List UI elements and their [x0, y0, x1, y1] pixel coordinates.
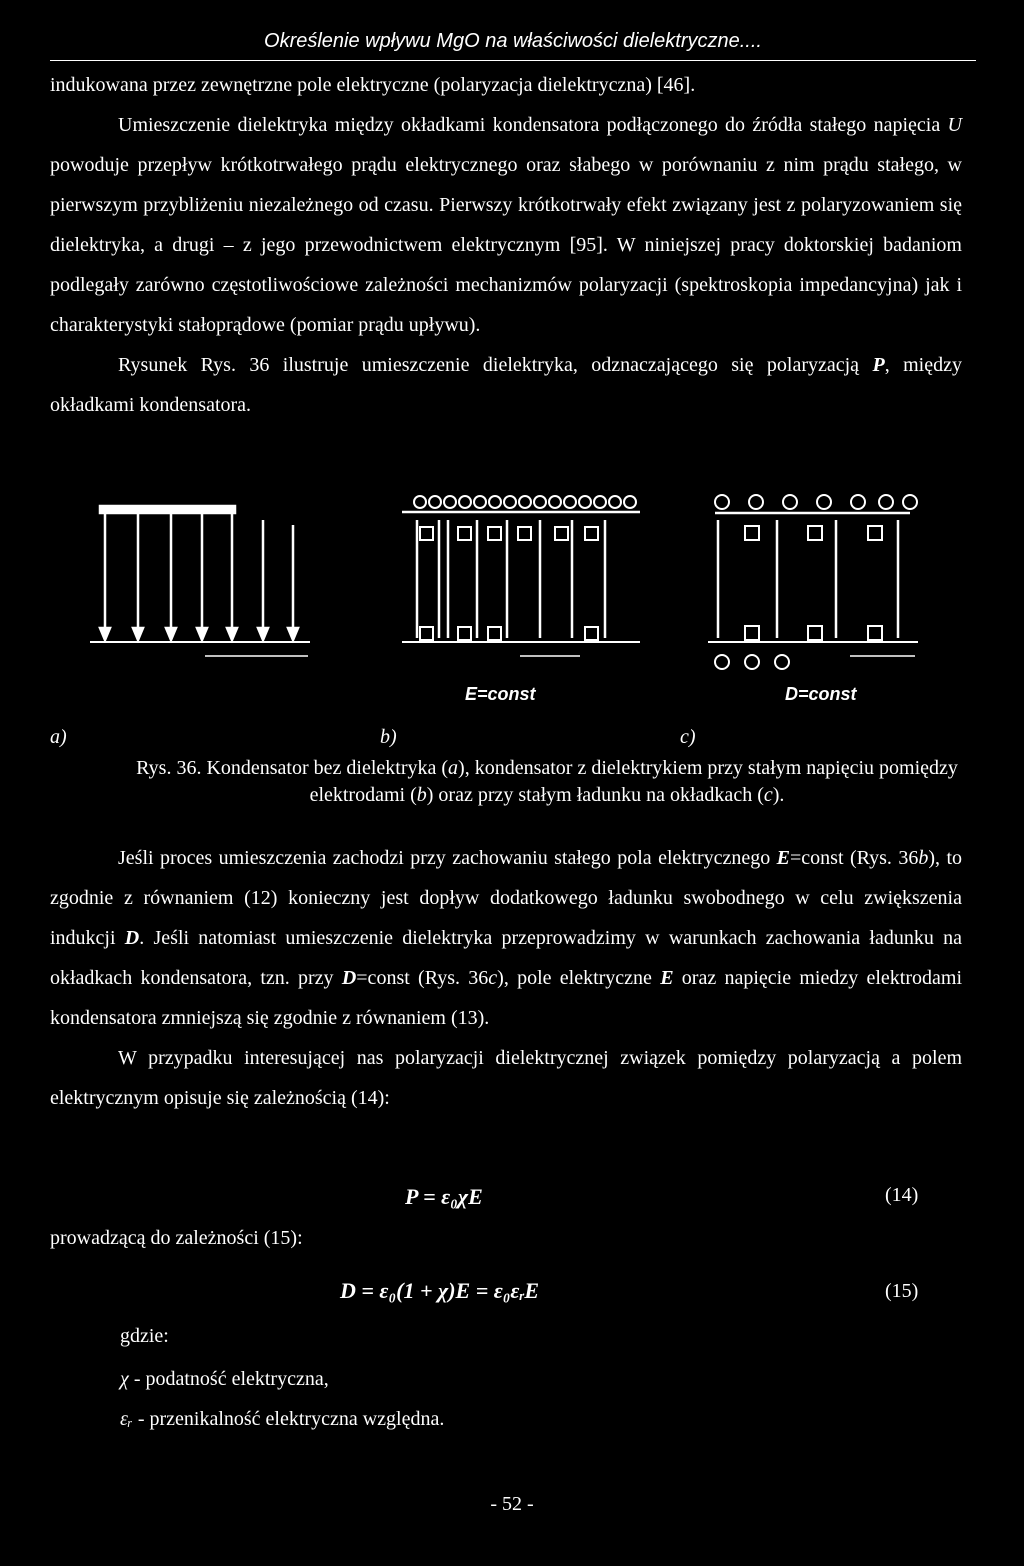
- plus-charge: [504, 496, 516, 508]
- paragraph-intro: [50, 65, 962, 425]
- plus-charge: [817, 495, 831, 509]
- plus-charge: [783, 495, 797, 509]
- dipole-top: [458, 527, 471, 540]
- dipole-bottom: [585, 627, 598, 640]
- plus-charge: [444, 496, 456, 508]
- dipole-bottom: [745, 626, 759, 640]
- definition-chi: χ - podatność elektryczna,: [120, 1368, 329, 1390]
- paragraph: [50, 345, 962, 425]
- arrow-head: [288, 628, 298, 640]
- dipole-top: [585, 527, 598, 540]
- dipole-bottom: [808, 626, 822, 640]
- equation-number-15: (15): [885, 1280, 919, 1302]
- dipole-top: [745, 526, 759, 540]
- arrow-head: [227, 628, 237, 640]
- plus-charge: [609, 496, 621, 508]
- plus-charge: [474, 496, 486, 508]
- plus-charge: [903, 495, 917, 509]
- paragraph: W przypadku interesującej nas polaryzacji dielektrycznej związek pomiędzy polaryzacją a polem elektrycznym opisuje się zależnością (14):: [50, 1047, 962, 1109]
- figure-36: [50, 480, 970, 748]
- arrow-head: [133, 628, 143, 640]
- dipole-bottom: [868, 626, 882, 640]
- text-run: Rysunek Rys. 36 ilustruje umieszczenie dielektryka, odznaczającego się polaryzacją: [118, 354, 873, 376]
- plus-charge: [749, 495, 763, 509]
- plus-charge: [564, 496, 576, 508]
- plate-top-a: [100, 506, 235, 513]
- arrow-head: [166, 628, 176, 640]
- dipole-bottom: [420, 627, 433, 640]
- plus-charge: [489, 496, 501, 508]
- plus-charge: [579, 496, 591, 508]
- symbol-p: P: [872, 354, 885, 376]
- plus-charge: [429, 496, 441, 508]
- text-run: Umieszczenie dielektryka między okładkami kondensatora podłączonego do źródła stałego napięcia: [118, 114, 948, 136]
- plus-charge: [594, 496, 606, 508]
- minus-charge: [745, 655, 759, 669]
- text-run: powoduje przepływ krótkotrwałego prądu elektrycznego oraz słabego w porównaniu z nim prądu stałego, w pierwszym przybliżeniu niezależnego od czasu. Pierwszy krótkotrwały efekt związany jest z polaryzowaniem się dielektryka, a drugi – z jego przewodnictwem elektrycznym [95]. W niniejszej pracy doktorskiej badaniom podlegały zarówno częstotliwościowe zależności mechanizmów polaryzacji (spektroskopia impedancyjna) jak i charakterystyki stałoprądowe (pomiar prądu upływu).: [50, 154, 962, 336]
- plus-charge: [459, 496, 471, 508]
- dipole-top: [868, 526, 882, 540]
- symbol-e: E: [660, 967, 674, 989]
- text-line: indukowana przez zewnętrzne pole elektryczne (polaryzacja dielektryczna) [46].: [50, 74, 696, 96]
- paragraph: [50, 105, 962, 345]
- minus-charge: [775, 655, 789, 669]
- dipole-top: [808, 526, 822, 540]
- plus-charge: [519, 496, 531, 508]
- plus-charge: [879, 495, 893, 509]
- symbol-d: D: [124, 927, 140, 949]
- equation-number-14: (14): [885, 1184, 919, 1206]
- symbol-d: D: [341, 967, 357, 989]
- symbol-u: U: [947, 114, 962, 136]
- d-const-label: D=const: [785, 684, 857, 704]
- paragraph-main: [50, 838, 962, 1118]
- panel-label-b: b): [380, 726, 397, 748]
- e-const-label: E=const: [465, 684, 536, 704]
- plus-charge: [715, 495, 729, 509]
- text-run: , między okładkami kondensatora.: [50, 354, 962, 416]
- symbol-e: E: [776, 847, 791, 869]
- minus-charge: [715, 655, 729, 669]
- dipole-bottom: [458, 627, 471, 640]
- dipole-top: [488, 527, 501, 540]
- paragraph: Jeśli proces umieszczenia zachodzi przy zachowaniu stałego pola elektrycznego E=const (Rys. 36b), to zgodnie z równaniem (12) konieczny jest dopływ dodatkowego ładunku swobodnego w celu zwiększenia indukcji D. Jeśli natomiast umieszczenie dielektryka przeprowadzimy w warunkach zachowania ładunku na okładkach kondensatora, tzn. przy D=const (Rys. 36c), pole elektryczne E oraz napięcie miedzy elektrodami kondensatora zmniejszą się zgodnie z równaniem (13).: [50, 847, 963, 1029]
- figure-caption: Rys. 36. Kondensator bez dielektryka (a), kondensator z dielektrykiem przy stałym napięciu pomiędzy elektrodami (b) oraz przy stałym ładunku na okładkach (c).: [136, 757, 958, 806]
- plus-charge: [534, 496, 546, 508]
- definition-epsilon: εᵣ - przenikalność elektryczna względna.: [120, 1408, 445, 1430]
- dipole-top: [518, 527, 531, 540]
- plus-charge: [624, 496, 636, 508]
- plus-charge: [851, 495, 865, 509]
- running-header: Określenie wpływu MgO na właściwości dielektryczne....: [50, 30, 976, 61]
- equation-lead-15: prowadzącą do zależności (15):: [50, 1227, 303, 1249]
- page-number: - 52 -: [490, 1493, 534, 1515]
- plus-charge: [414, 496, 426, 508]
- equation-14: P = ε₀χE: [405, 1184, 483, 1209]
- dipole-bottom: [488, 627, 501, 640]
- arrow-head: [100, 628, 110, 640]
- panel-label-c: c): [680, 726, 696, 748]
- panel-label-a: a): [50, 726, 67, 748]
- arrow-head: [197, 628, 207, 640]
- dipole-top: [420, 527, 433, 540]
- plus-charge: [549, 496, 561, 508]
- equation-15: D = ε₀(1 + χ)E = ε₀εᵣE: [340, 1278, 540, 1303]
- where-label: gdzie:: [120, 1325, 169, 1347]
- dipole-top: [555, 527, 568, 540]
- arrow-head: [258, 628, 268, 640]
